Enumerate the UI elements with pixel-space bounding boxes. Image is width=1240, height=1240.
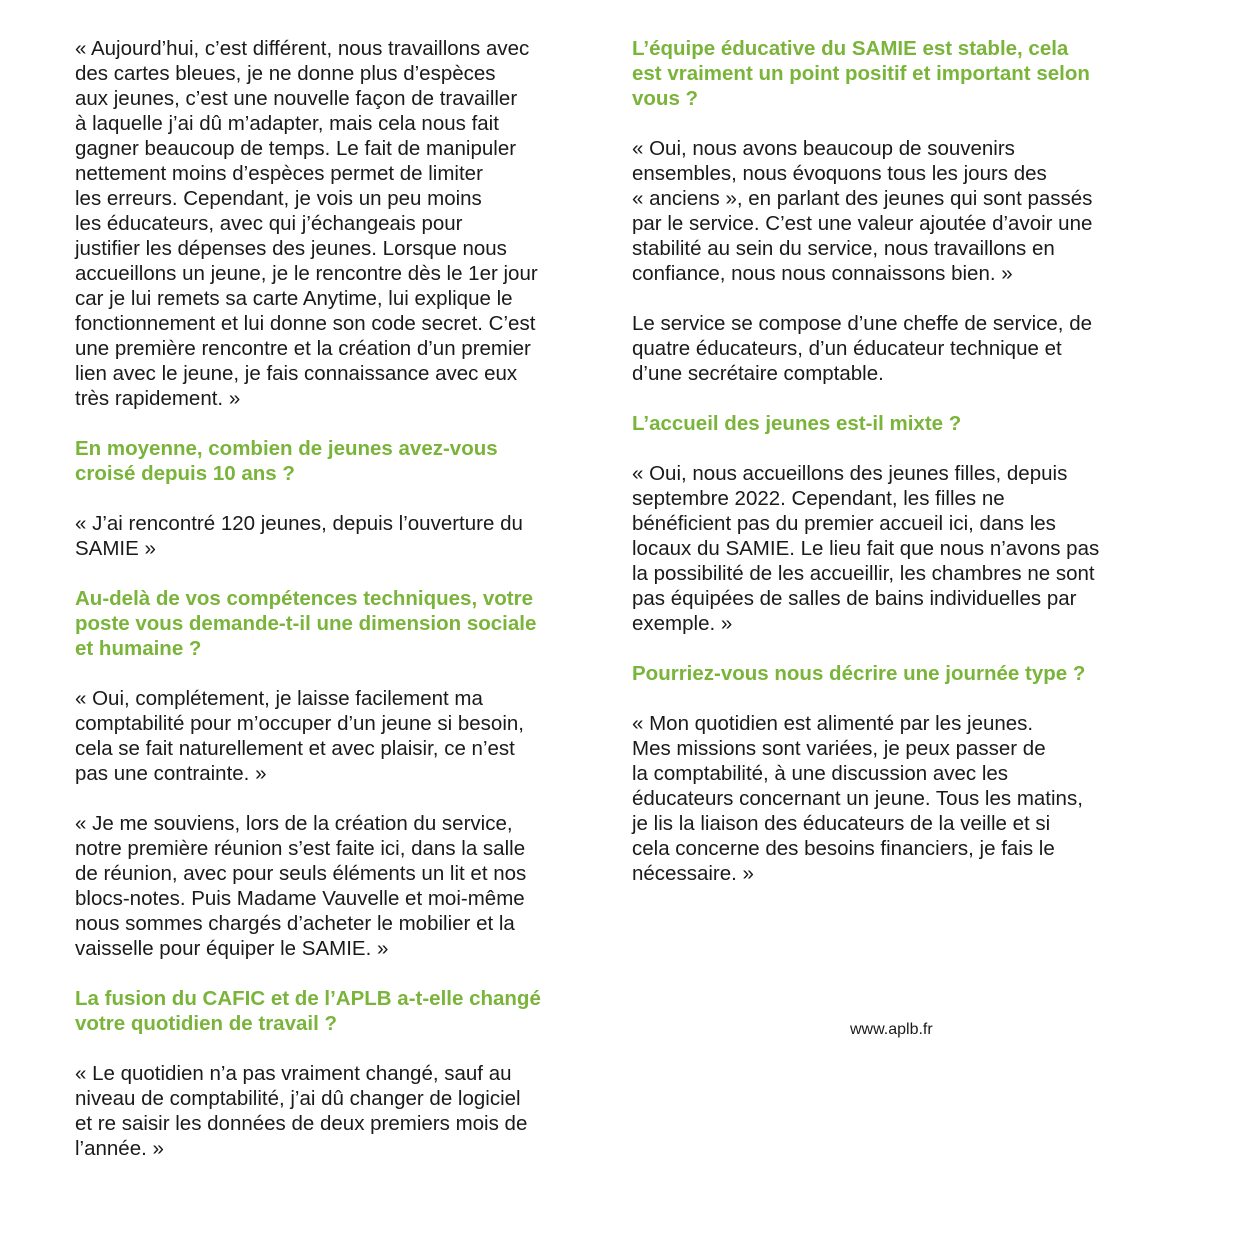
question-heading: En moyenne, combien de jeunes avez-vous croisé depuis 10 ans ? <box>75 437 498 485</box>
right-column <box>632 36 1177 886</box>
left-column <box>75 36 615 1161</box>
question-heading: La fusion du CAFIC et de l’APLB a-t-elle changé votre quotidien de travail ? <box>75 987 541 1035</box>
answer-paragraph: « Mon quotidien est alimenté par les jeunes. Mes missions sont variées, je peux passer de la comptabilité, à une discussion avec les éducateurs concernant un jeune. Tous les matins, je lis la liaison des éducateurs de la veille et si cela concerne des besoins financiers, je fais le nécessaire. » <box>632 712 1083 885</box>
answer-paragraph: « Aujourd’hui, c’est différent, nous travaillons avec des cartes bleues, je ne donne plus d’espèces aux jeunes, c’est une nouvelle façon de travailler à laquelle j’ai dû m’adapter, mais cela nous fait gagner beaucoup de temps. Le fait de manipuler nettement moins d’espèces permet de limiter les erreurs. Cependant, je vois un peu moins les éducateurs, avec qui j’échangeais pour justifier les dépenses des jeunes. Lorsque nous accueillons un jeune, je le rencontre dès le 1er jour car je lui remets sa carte Anytime, lui explique le fonctionnement et lui donne son code secret. C’est une première rencontre et la création d’un premier lien avec le jeune, je fais connaissance avec eux très rapidement. » <box>75 37 538 410</box>
question-heading: Pourriez-vous nous décrire une journée type ? <box>632 662 1086 685</box>
body-paragraph: Le service se compose d’une cheffe de service, de quatre éducateurs, d’un éducateur technique et d’une secrétaire comptable. <box>632 312 1092 385</box>
answer-paragraph: « Je me souviens, lors de la création du service, notre première réunion s’est faite ici, dans la salle de réunion, avec pour seuls éléments un lit et nos blocs-notes. Puis Madame Vauvelle et moi-même nous sommes chargés d’acheter le mobilier et la vaisselle pour équiper le SAMIE. » <box>75 812 527 960</box>
answer-paragraph: « Le quotidien n’a pas vraiment changé, sauf au niveau de comptabilité, j’ai dû changer de logiciel et re saisir les données de deux premiers mois de l’année. » <box>75 1062 528 1160</box>
question-heading: L’accueil des jeunes est-il mixte ? <box>632 412 962 435</box>
question-heading: Au-delà de vos compétences techniques, votre poste vous demande-t-il une dimension sociale et humaine ? <box>75 587 537 660</box>
answer-paragraph: « J’ai rencontré 120 jeunes, depuis l’ouverture du SAMIE » <box>75 512 523 560</box>
question-heading: L’équipe éducative du SAMIE est stable, cela est vraiment un point positif et important selon vous ? <box>632 37 1090 110</box>
answer-paragraph: « Oui, nous avons beaucoup de souvenirs ensembles, nous évoquons tous les jours des « anciens », en parlant des jeunes qui sont passés par le service. C’est une valeur ajoutée d’avoir une stabilité au sein du service, nous travaillons en confiance, nous nous connaissons bien. » <box>632 137 1093 285</box>
answer-paragraph: « Oui, complétement, je laisse facilement ma comptabilité pour m’occuper d’un jeune si besoin, cela se fait naturellement et avec plaisir, ce n’est pas une contrainte. » <box>75 687 524 785</box>
answer-paragraph: « Oui, nous accueillons des jeunes filles, depuis septembre 2022. Cependant, les filles ne bénéficient pas du premier accueil ici, dans les locaux du SAMIE. Le lieu fait que nous n’avons pas la possibilité de les accueillir, les chambres ne sont pas équipées de salles de bains individuelles par exemple. » <box>632 462 1100 635</box>
website-link[interactable]: www.aplb.fr <box>850 1021 933 1038</box>
